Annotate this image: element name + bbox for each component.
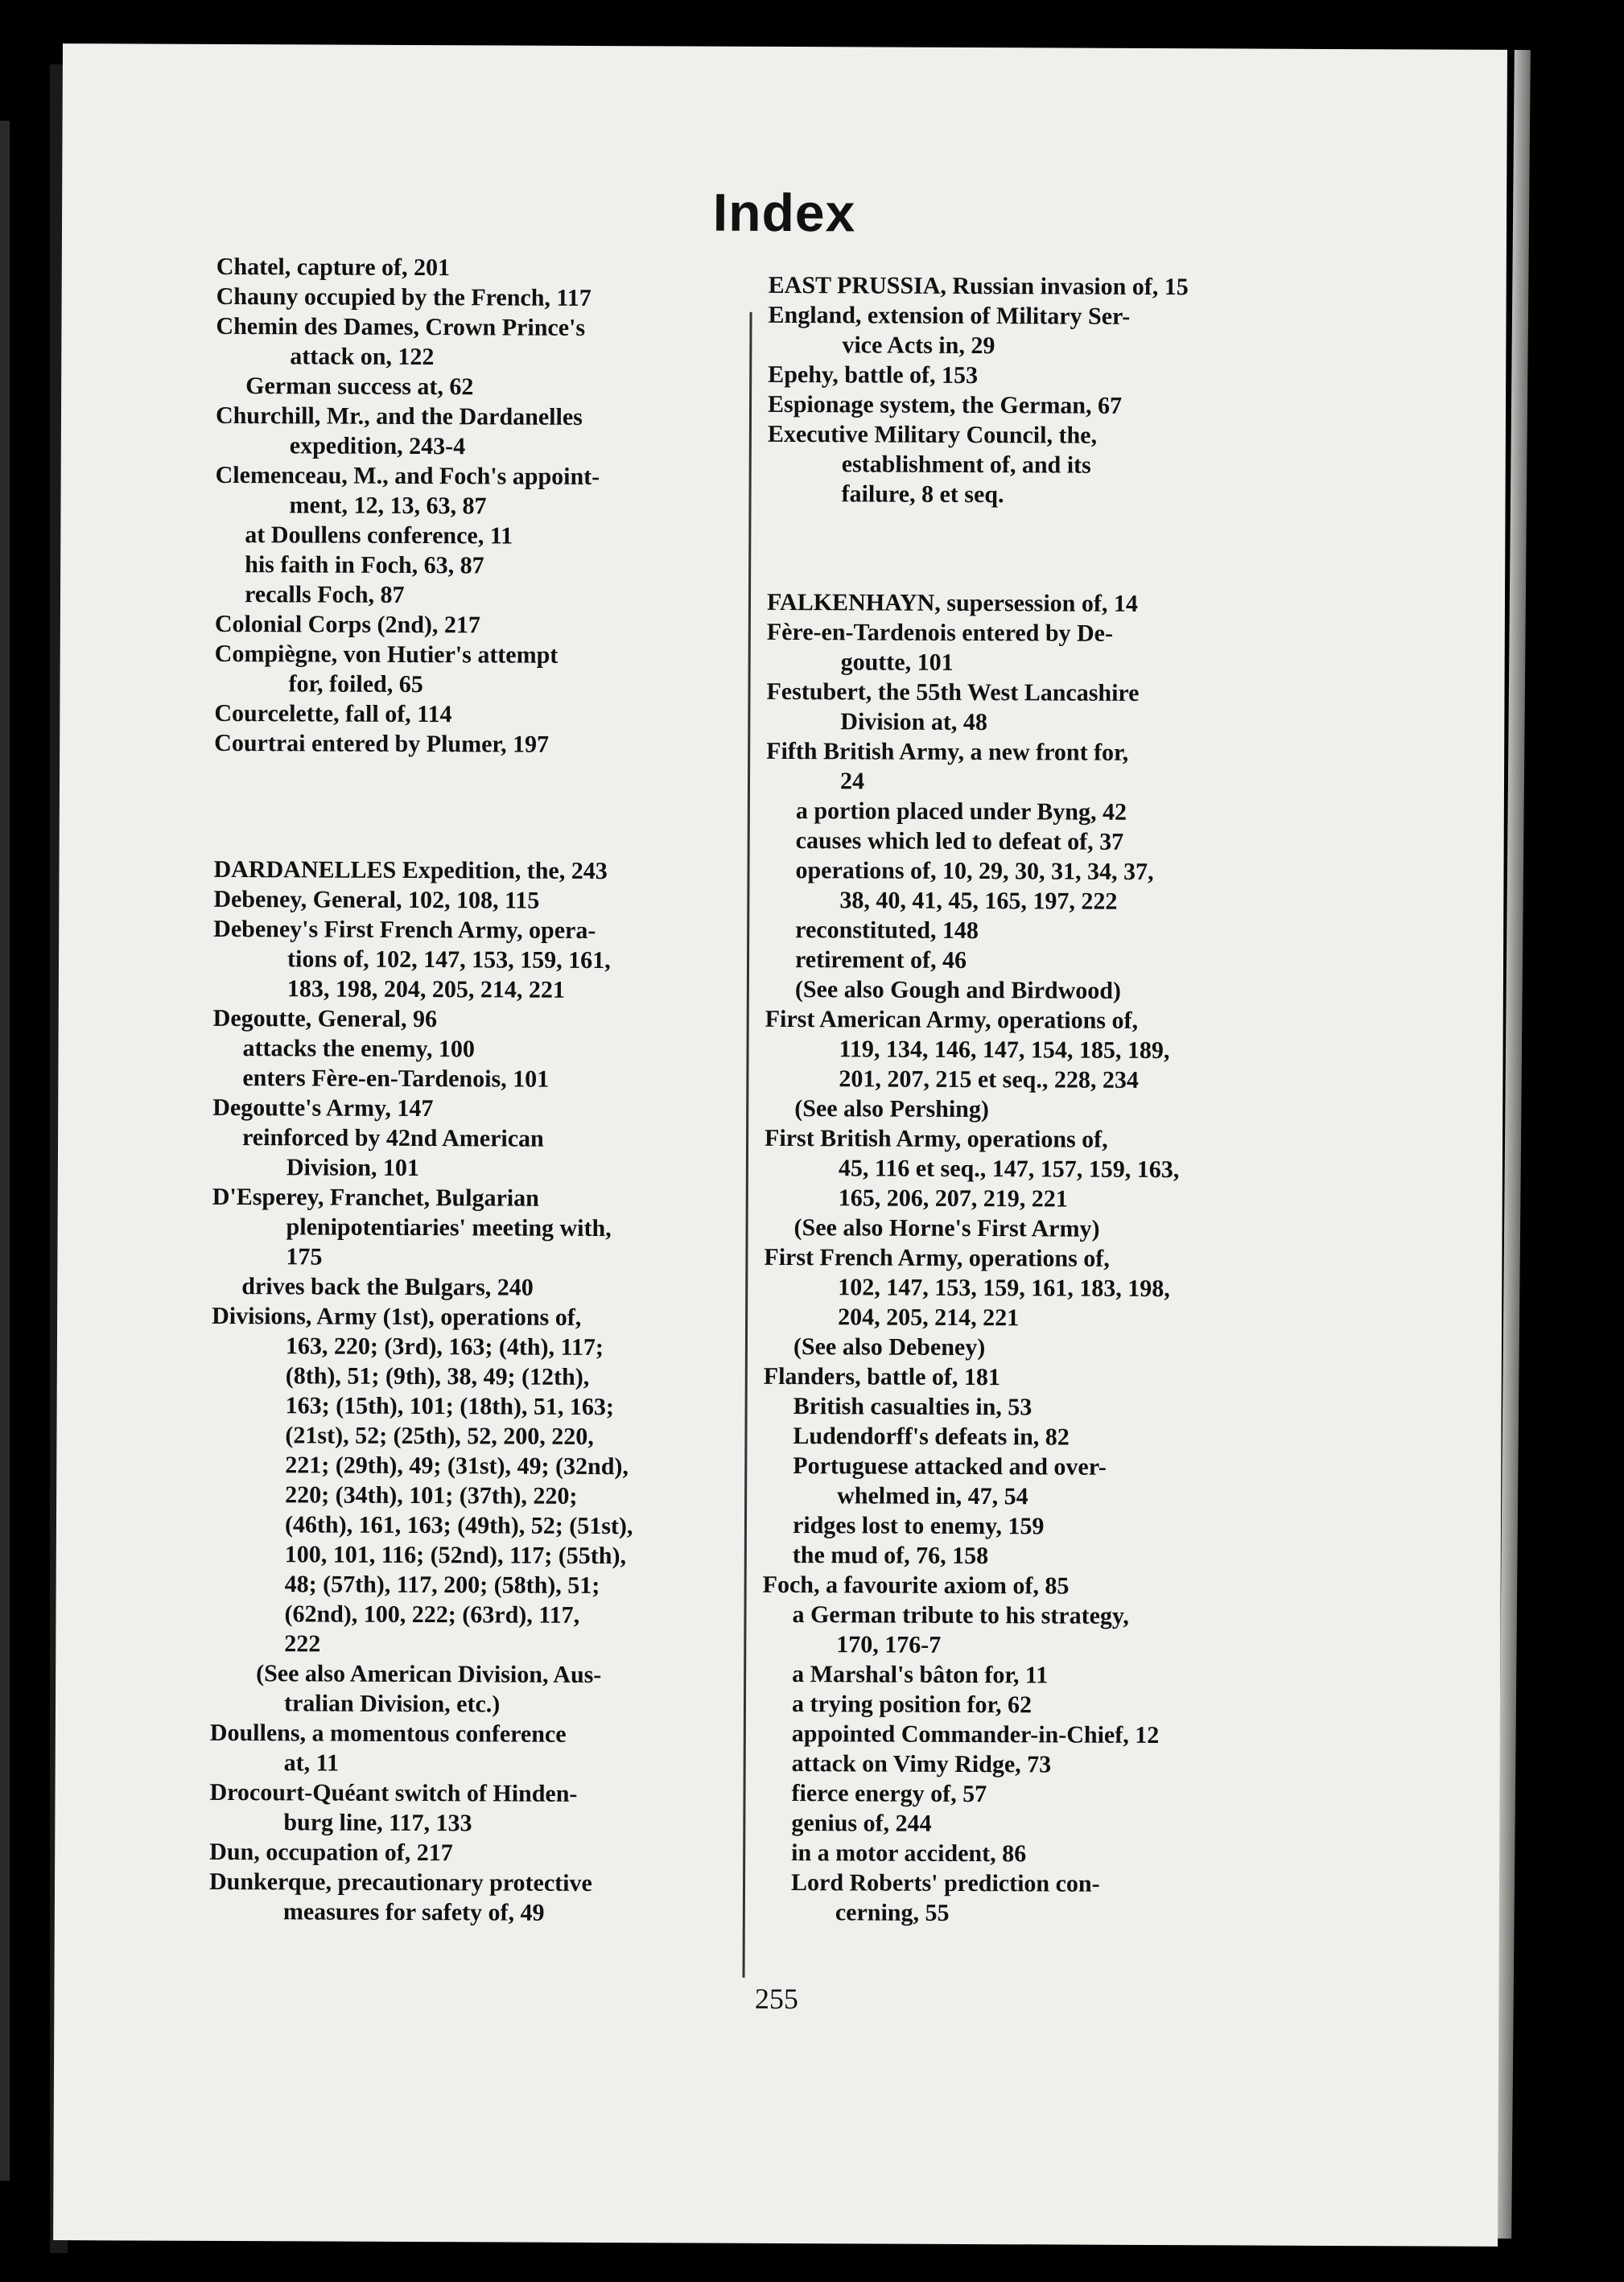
- index-subentry: (See also Horne's First Army): [793, 1214, 1100, 1242]
- index-entry: Drocourt-Quéant switch of Hinden- burg line, 117, 133: [209, 1778, 578, 1837]
- index-entry: Epehy, battle of, 153: [768, 360, 979, 389]
- index-entry: Espionage system, the German, 67: [767, 390, 1123, 419]
- index-entry: Fifth British Army, a new front for, 24: [766, 737, 1129, 795]
- index-entry: Chauny occupied by the French, 117: [216, 282, 591, 311]
- index-subentry: (See also Debeney): [793, 1333, 986, 1361]
- index-entry: Courcelette, fall of, 114: [214, 699, 452, 728]
- index-subentry: his faith in Foch, 63, 87: [245, 551, 484, 579]
- index-subentry: genius of, 244: [791, 1810, 932, 1837]
- index-entry: Fère-en-Tardenois entered by De- goutte, 101: [766, 618, 1114, 676]
- index-subentry: recalls Foch, 87: [244, 581, 405, 608]
- section-gap: [767, 509, 1350, 590]
- index-entry: Chemin des Dames, Crown Prince's attack on, 122: [216, 312, 586, 371]
- index-column-right: [761, 270, 1352, 1930]
- index-entry: Chatel, capture of, 201: [216, 253, 451, 282]
- index-subentry: (See also American Division, Aus- tralian Division, etc.): [256, 1660, 602, 1718]
- index-entry: Divisions, Army (1st), operations of, 163, 220; (3rd), 163; (4th), 117; (8th), 51; (9th), 38, 49; (12th), 163; (15th), 101; (18th), 51, 163; (21st), 52; (25th), 52, 200, 220, 221; (29th), 49; (31st), 49; (32nd), 220; (34th), 101; (37th), 220; (46th), 161, 163; (49th), 52; (51st), 100, 101, 116; (52nd), 117; (55th), 48; (57th), 117, 200; (58th), 51; (62nd), 100, 222; (63rd), 117, 222: [212, 1302, 633, 1658]
- index-entry: Compiègne, von Hutier's attempt for, foiled, 65: [214, 640, 559, 698]
- index-subentry: attack on Vimy Ridge, 73: [791, 1750, 1052, 1778]
- index-entry: FALKENHAYN, supersession of, 14: [766, 588, 1138, 617]
- index-subentry: British casualties in, 53: [793, 1393, 1033, 1421]
- index-subentry: operations of, 10, 29, 30, 31, 34, 37, 38, 40, 41, 45, 165, 197, 222: [795, 857, 1154, 915]
- index-entry: Churchill, Mr., and the Dardanelles expedition, 243-4: [215, 402, 583, 460]
- section-gap: [214, 758, 790, 857]
- index-subentry: a Marshal's bâton for, 11: [792, 1661, 1049, 1689]
- index-subentry: a portion placed under Byng, 42: [795, 797, 1127, 826]
- page-title: Index: [712, 182, 856, 243]
- index-subentry: at Doullens conference, 11: [245, 521, 513, 550]
- page-number: 255: [754, 1982, 799, 2016]
- index-subentry: Lord Roberts' prediction con- cerning, 55: [790, 1869, 1100, 1926]
- index-subentry: German success at, 62: [245, 373, 474, 401]
- index-entry: Doullens, a momentous conference at, 11: [209, 1719, 567, 1777]
- index-entry: DARDANELLES Expedition, the, 243: [213, 855, 608, 885]
- index-subentry: a German tribute to his strategy, 170, 176-7: [792, 1601, 1129, 1658]
- index-entry: D'Esperey, Franchet, Bulgarian plenipotentiaries' meeting with, 175: [212, 1183, 612, 1271]
- index-subentry: reinforced by 42nd American Division, 101: [242, 1124, 544, 1182]
- index-subentry: causes which led to defeat of, 37: [795, 827, 1124, 855]
- index-subentry: enters Fère-en-Tardenois, 101: [242, 1065, 550, 1093]
- index-entry: Dunkerque, precautionary protective measures for safety of, 49: [208, 1868, 592, 1926]
- index-subentry: the mud of, 76, 158: [792, 1542, 989, 1570]
- index-subentry: ridges lost to enemy, 159: [792, 1512, 1045, 1540]
- index-entry: Degoutte, General, 96: [212, 1004, 438, 1033]
- index-subentry: (See also Pershing): [794, 1095, 989, 1123]
- index-entry: Clemenceau, M., and Foch's appoint- ment, 12, 13, 63, 87: [215, 461, 600, 520]
- index-subentry: appointed Commander-in-Chief, 12: [791, 1720, 1160, 1749]
- index-entry: Flanders, battle of, 181: [763, 1362, 1000, 1391]
- index-subentry: (See also Gough and Birdwood): [794, 976, 1122, 1004]
- index-subentry: Ludendorff's defeats in, 82: [793, 1423, 1070, 1451]
- index-column-left: [209, 252, 792, 1929]
- index-subentry: in a motor accident, 86: [791, 1839, 1027, 1868]
- index-entry: EAST PRUSSIA, Russian invasion of, 15: [768, 271, 1189, 301]
- index-entry: Debeney's First French Army, opera- tions of, 102, 147, 153, 159, 161, 183, 198, 204, 205, 214, 221: [213, 915, 611, 1003]
- index-subentry: Portuguese attacked and over- whelmed in, 47, 54: [793, 1452, 1107, 1510]
- index-entry: Degoutte's Army, 147: [212, 1094, 434, 1122]
- book-page: [53, 43, 1507, 2247]
- index-subentry: a trying position for, 62: [791, 1691, 1033, 1719]
- index-subentry: retirement of, 46: [794, 946, 967, 974]
- index-entry: Courtrai entered by Plumer, 197: [214, 729, 550, 758]
- index-entry: England, extension of Military Ser- vice Acts in, 29: [768, 301, 1131, 360]
- index-subentry: fierce energy of, 57: [791, 1780, 987, 1808]
- index-entry: First British Army, operations of, 45, 116 et seq., 147, 157, 159, 163, 165, 206, 207, 219, 221: [765, 1124, 1180, 1213]
- adjacent-page-edge: [0, 121, 10, 2181]
- index-entry: Festubert, the 55th West Lancashire Division at, 48: [766, 678, 1140, 736]
- index-subentry: reconstituted, 148: [795, 917, 979, 945]
- index-entry: First French Army, operations of, 102, 147, 153, 159, 161, 183, 198, 204, 205, 214, 221: [764, 1243, 1170, 1332]
- index-subentry: attacks the enemy, 100: [242, 1035, 475, 1063]
- index-entry: Foch, a favourite axiom of, 85: [762, 1571, 1070, 1600]
- index-entry: Debeney, General, 102, 108, 115: [213, 885, 540, 914]
- index-entry: Colonial Corps (2nd), 217: [214, 610, 480, 639]
- index-entry: Dun, occupation of, 217: [209, 1838, 453, 1867]
- index-entry: First American Army, operations of, 119, 134, 146, 147, 154, 185, 189, 201, 207, 215 et seq., 228, 234: [765, 1005, 1170, 1094]
- index-entry: Executive Military Council, the, establishment of, and its failure, 8 et seq.: [767, 420, 1098, 509]
- index-subentry: drives back the Bulgars, 240: [241, 1273, 534, 1301]
